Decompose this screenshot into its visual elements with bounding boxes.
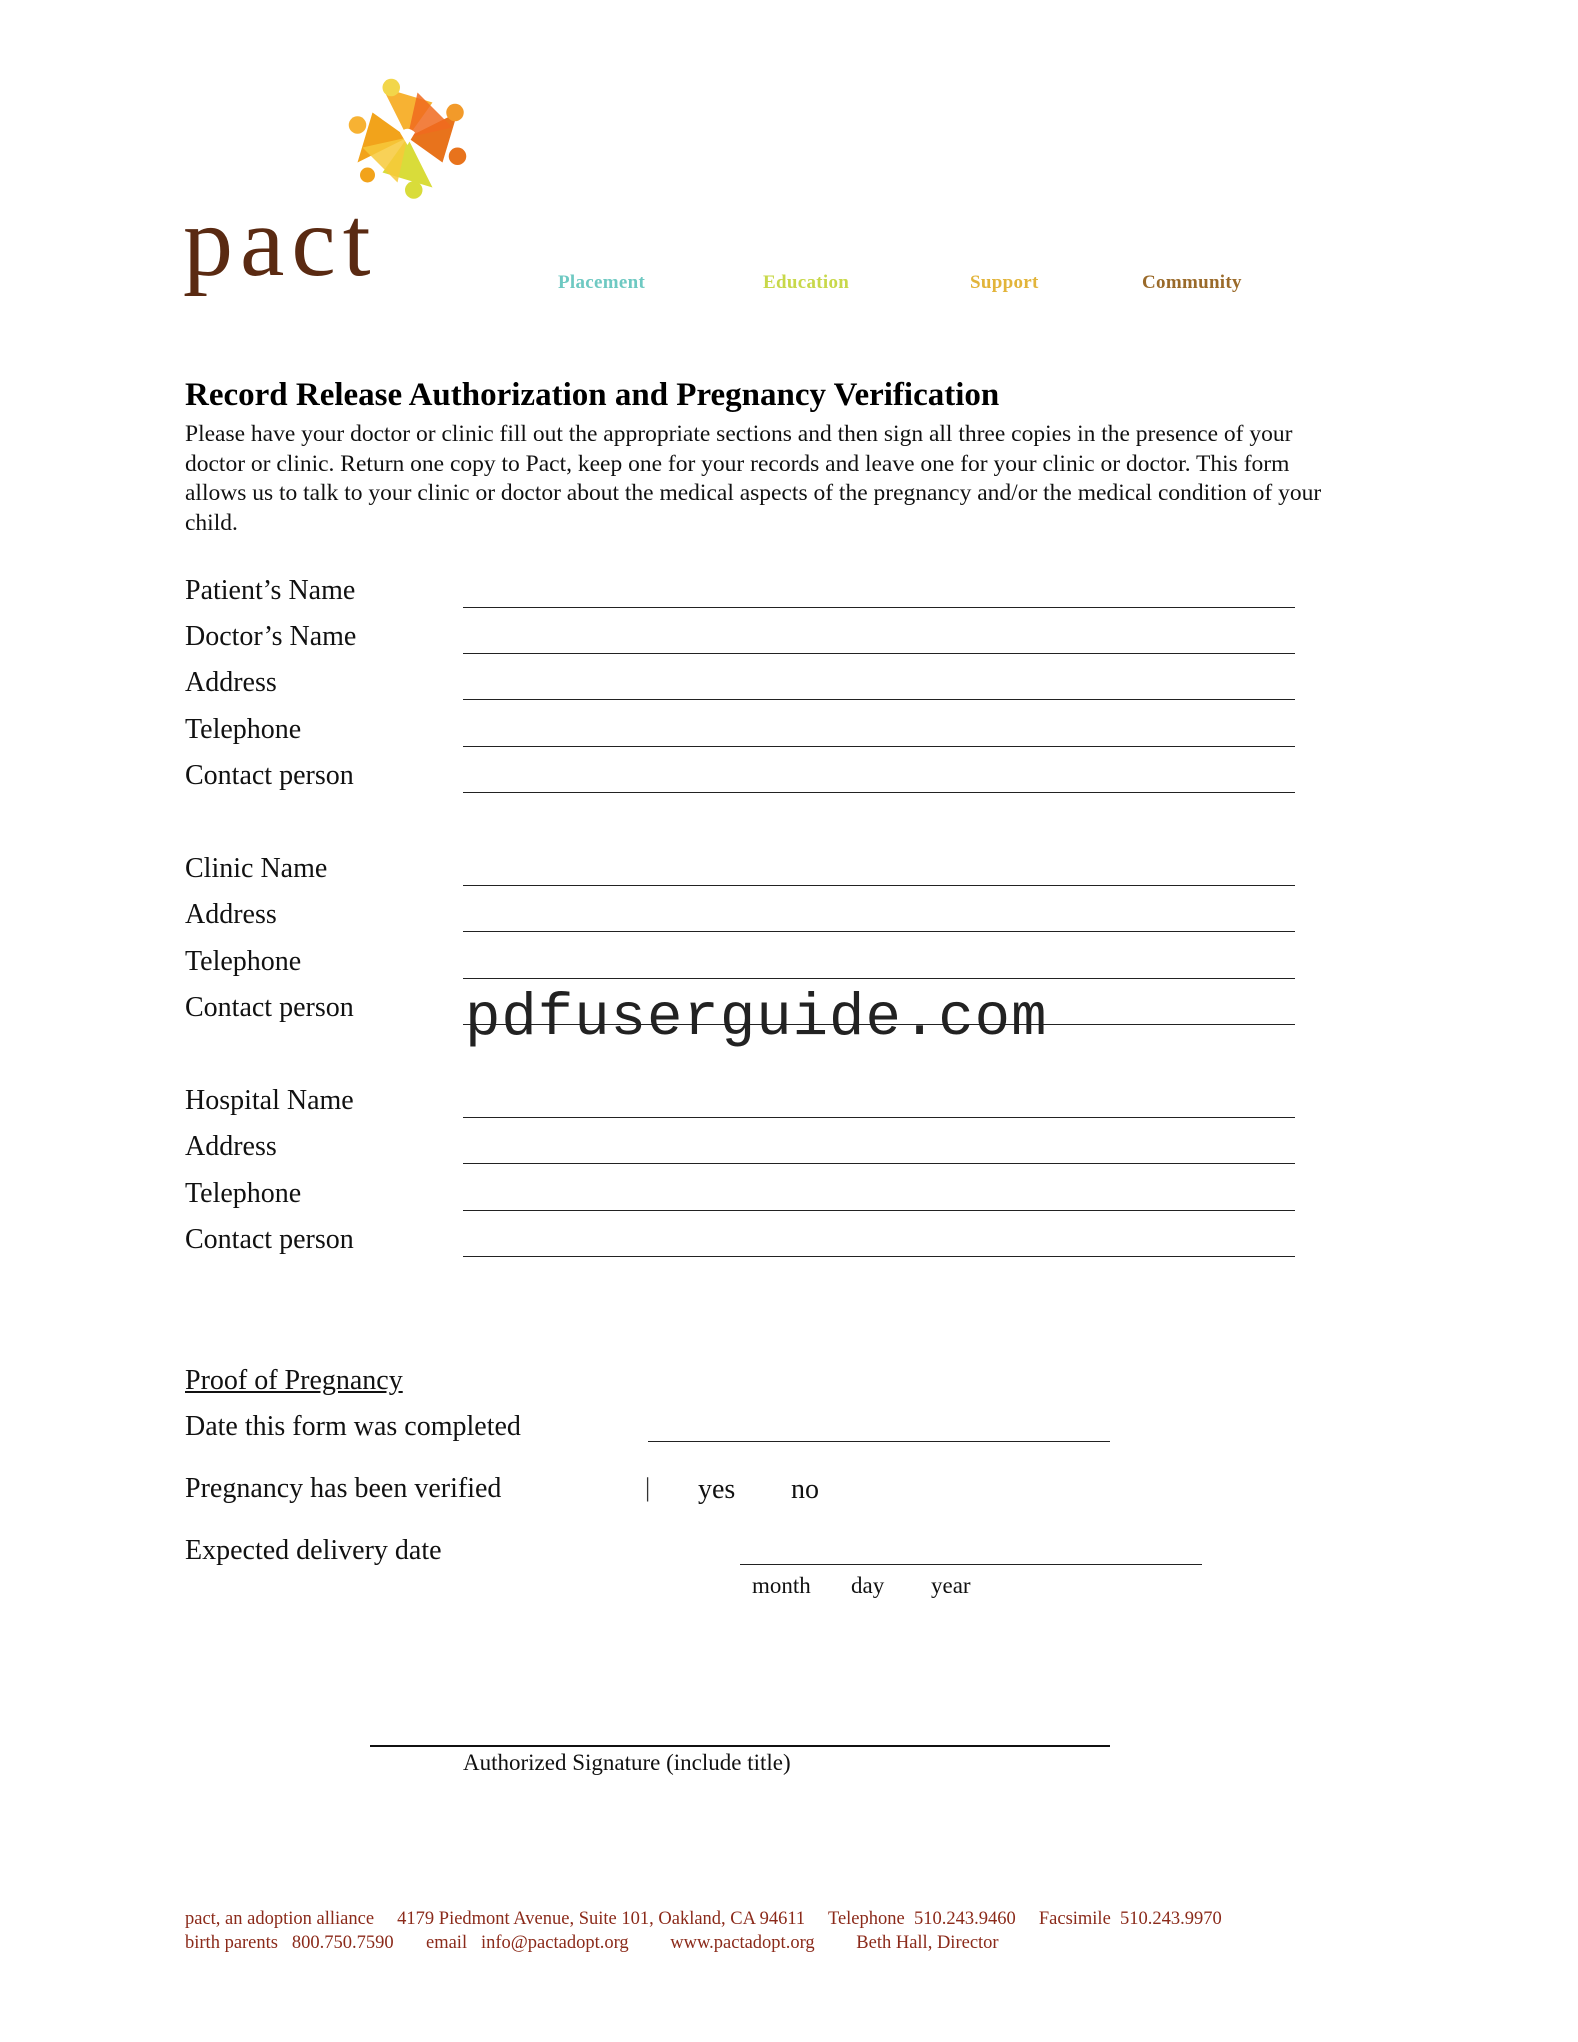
verified-separator: | [645,1473,651,1502]
authorized-signature-field[interactable] [370,1745,1110,1747]
hospital-telephone-field[interactable] [463,1210,1295,1211]
field-label: Contact person [185,760,354,791]
doctor-address-field[interactable] [463,699,1295,700]
pregnancy-verified-label: Pregnancy has been verified [185,1473,502,1504]
field-label: Address [185,1131,277,1162]
field-label: Address [185,667,277,698]
delivery-day-caption: day [851,1573,885,1598]
field-label: Address [185,899,277,930]
tagline-education: Education [763,272,850,293]
doctor-name-row [185,621,1295,661]
expected-delivery-field[interactable] [740,1564,1202,1565]
delivery-year-caption: year [931,1573,971,1598]
hospital-telephone-row [185,1178,1295,1218]
hospital-name-row [185,1085,1295,1125]
field-label: Telephone [185,714,302,745]
field-label: Clinic Name [185,853,328,884]
intro-paragraph: Please have your doctor or clinic fill out the appropriate sections and then sign all three copies in the presence of your doctor or clinic. Return one copy to Pact, keep one for your records and leave one for your clinic or doctor. This form allows us to talk to your clinic or doctor about the medical aspects of the pregnancy and/or the medical condition of your child. [185,421,1322,536]
footer-address-line: pact, an adoption alliance 4179 Piedmont Avenue, Suite 101, Oakland, CA 94611 Telephone 510.243.9460 Facsimile 510.243.9970 [185,1909,1222,1929]
field-label: Contact person [185,1224,354,1255]
clinic-address-field[interactable] [463,931,1295,932]
tagline-support: Support [970,272,1039,293]
clinic-telephone-field[interactable] [463,978,1295,979]
hospital-contact-field[interactable] [463,1256,1295,1257]
authorized-signature-label: Authorized Signature (include title) [463,1750,791,1775]
verified-yes-option[interactable]: yes [698,1474,736,1505]
hospital-address-row [185,1131,1295,1171]
field-label: Telephone [185,1178,302,1209]
doctor-address-row [185,667,1295,707]
patient-name-row [185,575,1295,615]
watermark-text: pdfuserguide.com [465,985,1048,1052]
proof-of-pregnancy-heading: Proof of Pregnancy [185,1365,403,1396]
pact-logo-icon [345,75,470,200]
doctor-contact-field[interactable] [463,792,1295,793]
hospital-address-field[interactable] [463,1163,1295,1164]
clinic-telephone-row [185,946,1295,986]
clinic-address-row [185,899,1295,939]
doctor-telephone-field[interactable] [463,746,1295,747]
verified-no-option[interactable]: no [791,1474,819,1505]
doctor-name-field[interactable] [463,653,1295,654]
field-label: Doctor’s Name [185,621,357,652]
field-label: Telephone [185,946,302,977]
clinic-name-row [185,853,1295,893]
footer-contact-line: birth parents 800.750.7590 email info@pactadopt.org www.pactadopt.org Beth Hall, Director [185,1933,999,1953]
hospital-contact-row [185,1224,1295,1264]
field-label: Hospital Name [185,1085,354,1116]
field-label: Contact person [185,992,354,1023]
expected-delivery-label: Expected delivery date [185,1535,442,1566]
logo-wordmark: pact [183,186,378,297]
tagline-placement: Placement [558,272,646,293]
hospital-name-field[interactable] [463,1117,1295,1118]
clinic-name-field[interactable] [463,885,1295,886]
date-completed-label: Date this form was completed [185,1411,521,1442]
document-title: Record Release Authorization and Pregnancy Verification [185,377,1000,413]
delivery-month-caption: month [752,1573,811,1598]
field-label: Patient’s Name [185,575,356,606]
doctor-telephone-row [185,714,1295,754]
doctor-contact-row [185,760,1295,800]
patient-name-field[interactable] [463,607,1295,608]
date-completed-field[interactable] [648,1441,1110,1442]
tagline-community: Community [1142,272,1242,293]
